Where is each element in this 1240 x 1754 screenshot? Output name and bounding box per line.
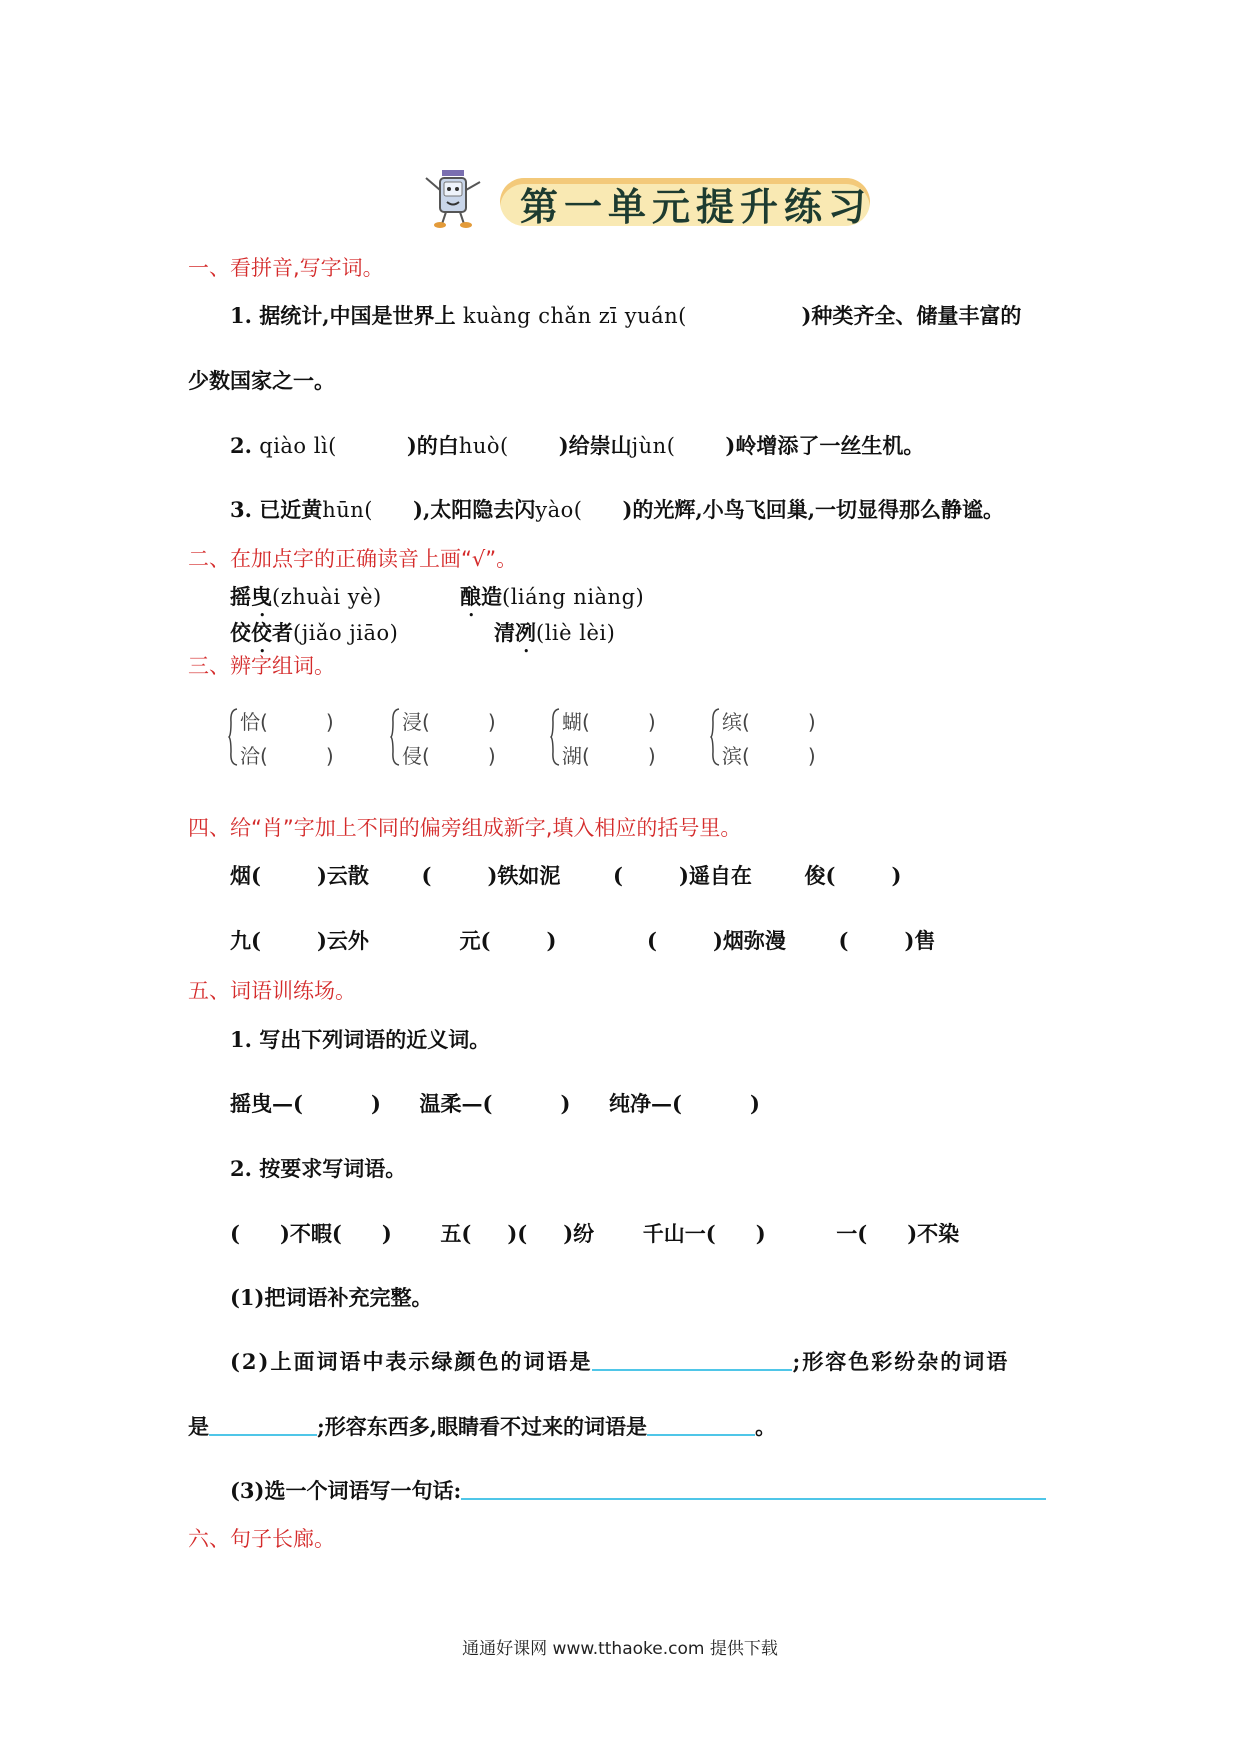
synonym-row: 摇曳—( ) 温柔—( ) 纯净—( ) [230,1091,760,1116]
question-1-1-cont: 少数国家之一。 [188,368,335,393]
question-1-2: 2. qiào lì( )的白huò( )给崇山jùn( )岭增添了一丝生机。 [230,433,925,458]
brace-icon [228,708,238,766]
footer-text: 通通好课网 www.tthaoke.com 提供下载 [462,1639,778,1659]
section-4-heading: 四、给“肖”字加上不同的偏旁组成新字,填入相应的括号里。 [188,816,742,840]
section-6-heading: 六、句子长廊。 [188,1527,335,1551]
page-title: 第一单元提升练习 [520,184,873,229]
idiom-row-2: 九( )云外 元( ) ( )烟弥漫 ( )售 [230,928,936,953]
pinyin-choice-1[interactable]: 摇曳(zhuài yè) [230,584,382,609]
brace-icon [710,708,720,766]
section-1-heading: 一、看拼音,写字词。 [188,256,384,280]
section-2-heading: 二、在加点字的正确读音上画“√”。 [188,547,518,571]
sentence-answer-line[interactable] [461,1478,1046,1500]
mascot-icon [418,160,488,230]
sub-question-2-cont: 是 ;形容东西多,眼睛看不过来的词语是 。 [188,1414,777,1439]
sub-question-2: (2)上面词语中表示绿颜色的词语是 ;形容色彩纷杂的词语 [230,1349,1010,1374]
sub-question-1: (1)把词语补充完整。 [230,1285,433,1310]
answer-line[interactable] [592,1349,792,1371]
brace-icon [390,708,400,766]
question-1-3: 3. 已近黄hūn( ),太阳隐去闪yào( )的光辉,小鸟飞回巢,一切显得那么静谧。 [230,497,1005,522]
question-5-2: 2. 按要求写词语。 [230,1156,407,1181]
pinyin-choice-3[interactable]: 佼佼者(jiǎo jiāo) [230,620,399,645]
pinyin-choice-4[interactable]: 清冽(liè lèi) [494,620,616,645]
word-fill-row: ( )不暇( ) 五( )( )纷 千山一( ) 一( )不染 [230,1221,960,1246]
idiom-row-1: 烟( )云散 ( )铁如泥 ( )遥自在 俊( ) [230,863,902,888]
brace-icon [550,708,560,766]
question-1-1: 1. 据统计,中国是世界上 kuàng chǎn zī yuán( )种类齐全、储量丰富的 [230,303,1022,328]
section-3-heading: 三、辨字组词。 [188,654,335,678]
answer-line[interactable] [647,1414,755,1436]
section-5-heading: 五、词语训练场。 [188,979,356,1003]
pinyin-choice-2[interactable]: 酿造(liáng niàng) [460,584,645,609]
answer-line[interactable] [209,1414,317,1436]
question-5-1: 1. 写出下列词语的近义词。 [230,1027,491,1052]
sub-question-3: (3)选一个词语写一句话: [230,1475,1046,1505]
